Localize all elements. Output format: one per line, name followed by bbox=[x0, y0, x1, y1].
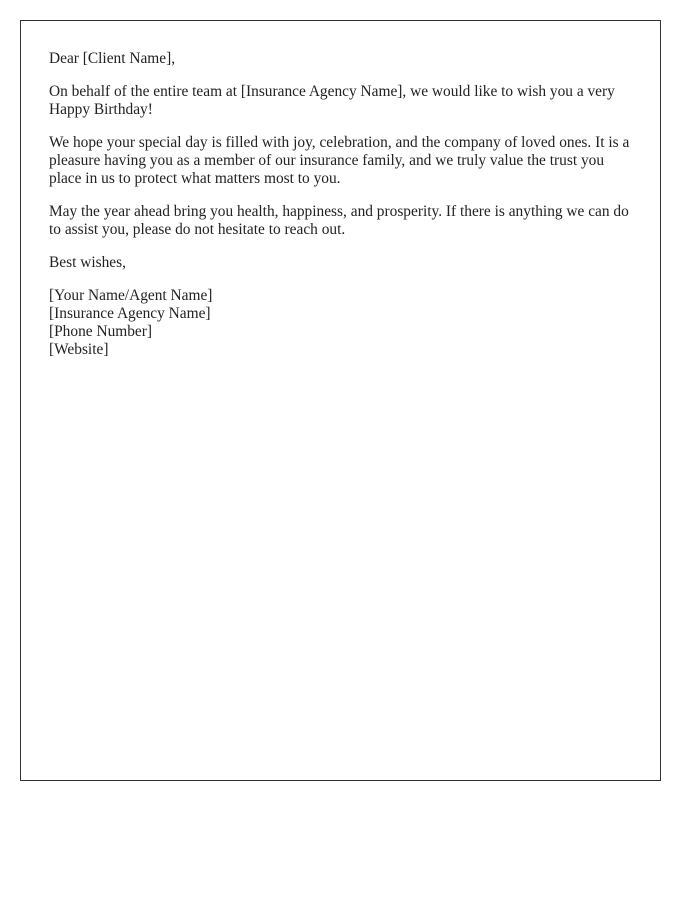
signature-block bbox=[49, 287, 632, 359]
salutation: Dear [Client Name], bbox=[49, 50, 176, 67]
signature-phone: [Phone Number] bbox=[49, 323, 153, 340]
paragraph-appreciation: We hope your special day is filled with joy, celebration, and the company of loved ones. It is a pleasure having you as a member of our insurance family, and we truly value the trust you place in us to protect what matters most to you. bbox=[49, 134, 630, 187]
signature-agency-name: [Insurance Agency Name] bbox=[49, 305, 211, 322]
letter-page bbox=[20, 20, 661, 781]
signature-website: [Website] bbox=[49, 341, 109, 358]
paragraph-birthday-wish: On behalf of the entire team at [Insurance Agency Name], we would like to wish you a very Happy Birthday! bbox=[49, 83, 615, 118]
signature-agent-name: [Your Name/Agent Name] bbox=[49, 287, 213, 304]
paragraph-well-wishes: May the year ahead bring you health, happiness, and prosperity. If there is anything we can do to assist you, please do not hesitate to reach out. bbox=[49, 203, 629, 238]
closing: Best wishes, bbox=[49, 254, 126, 271]
